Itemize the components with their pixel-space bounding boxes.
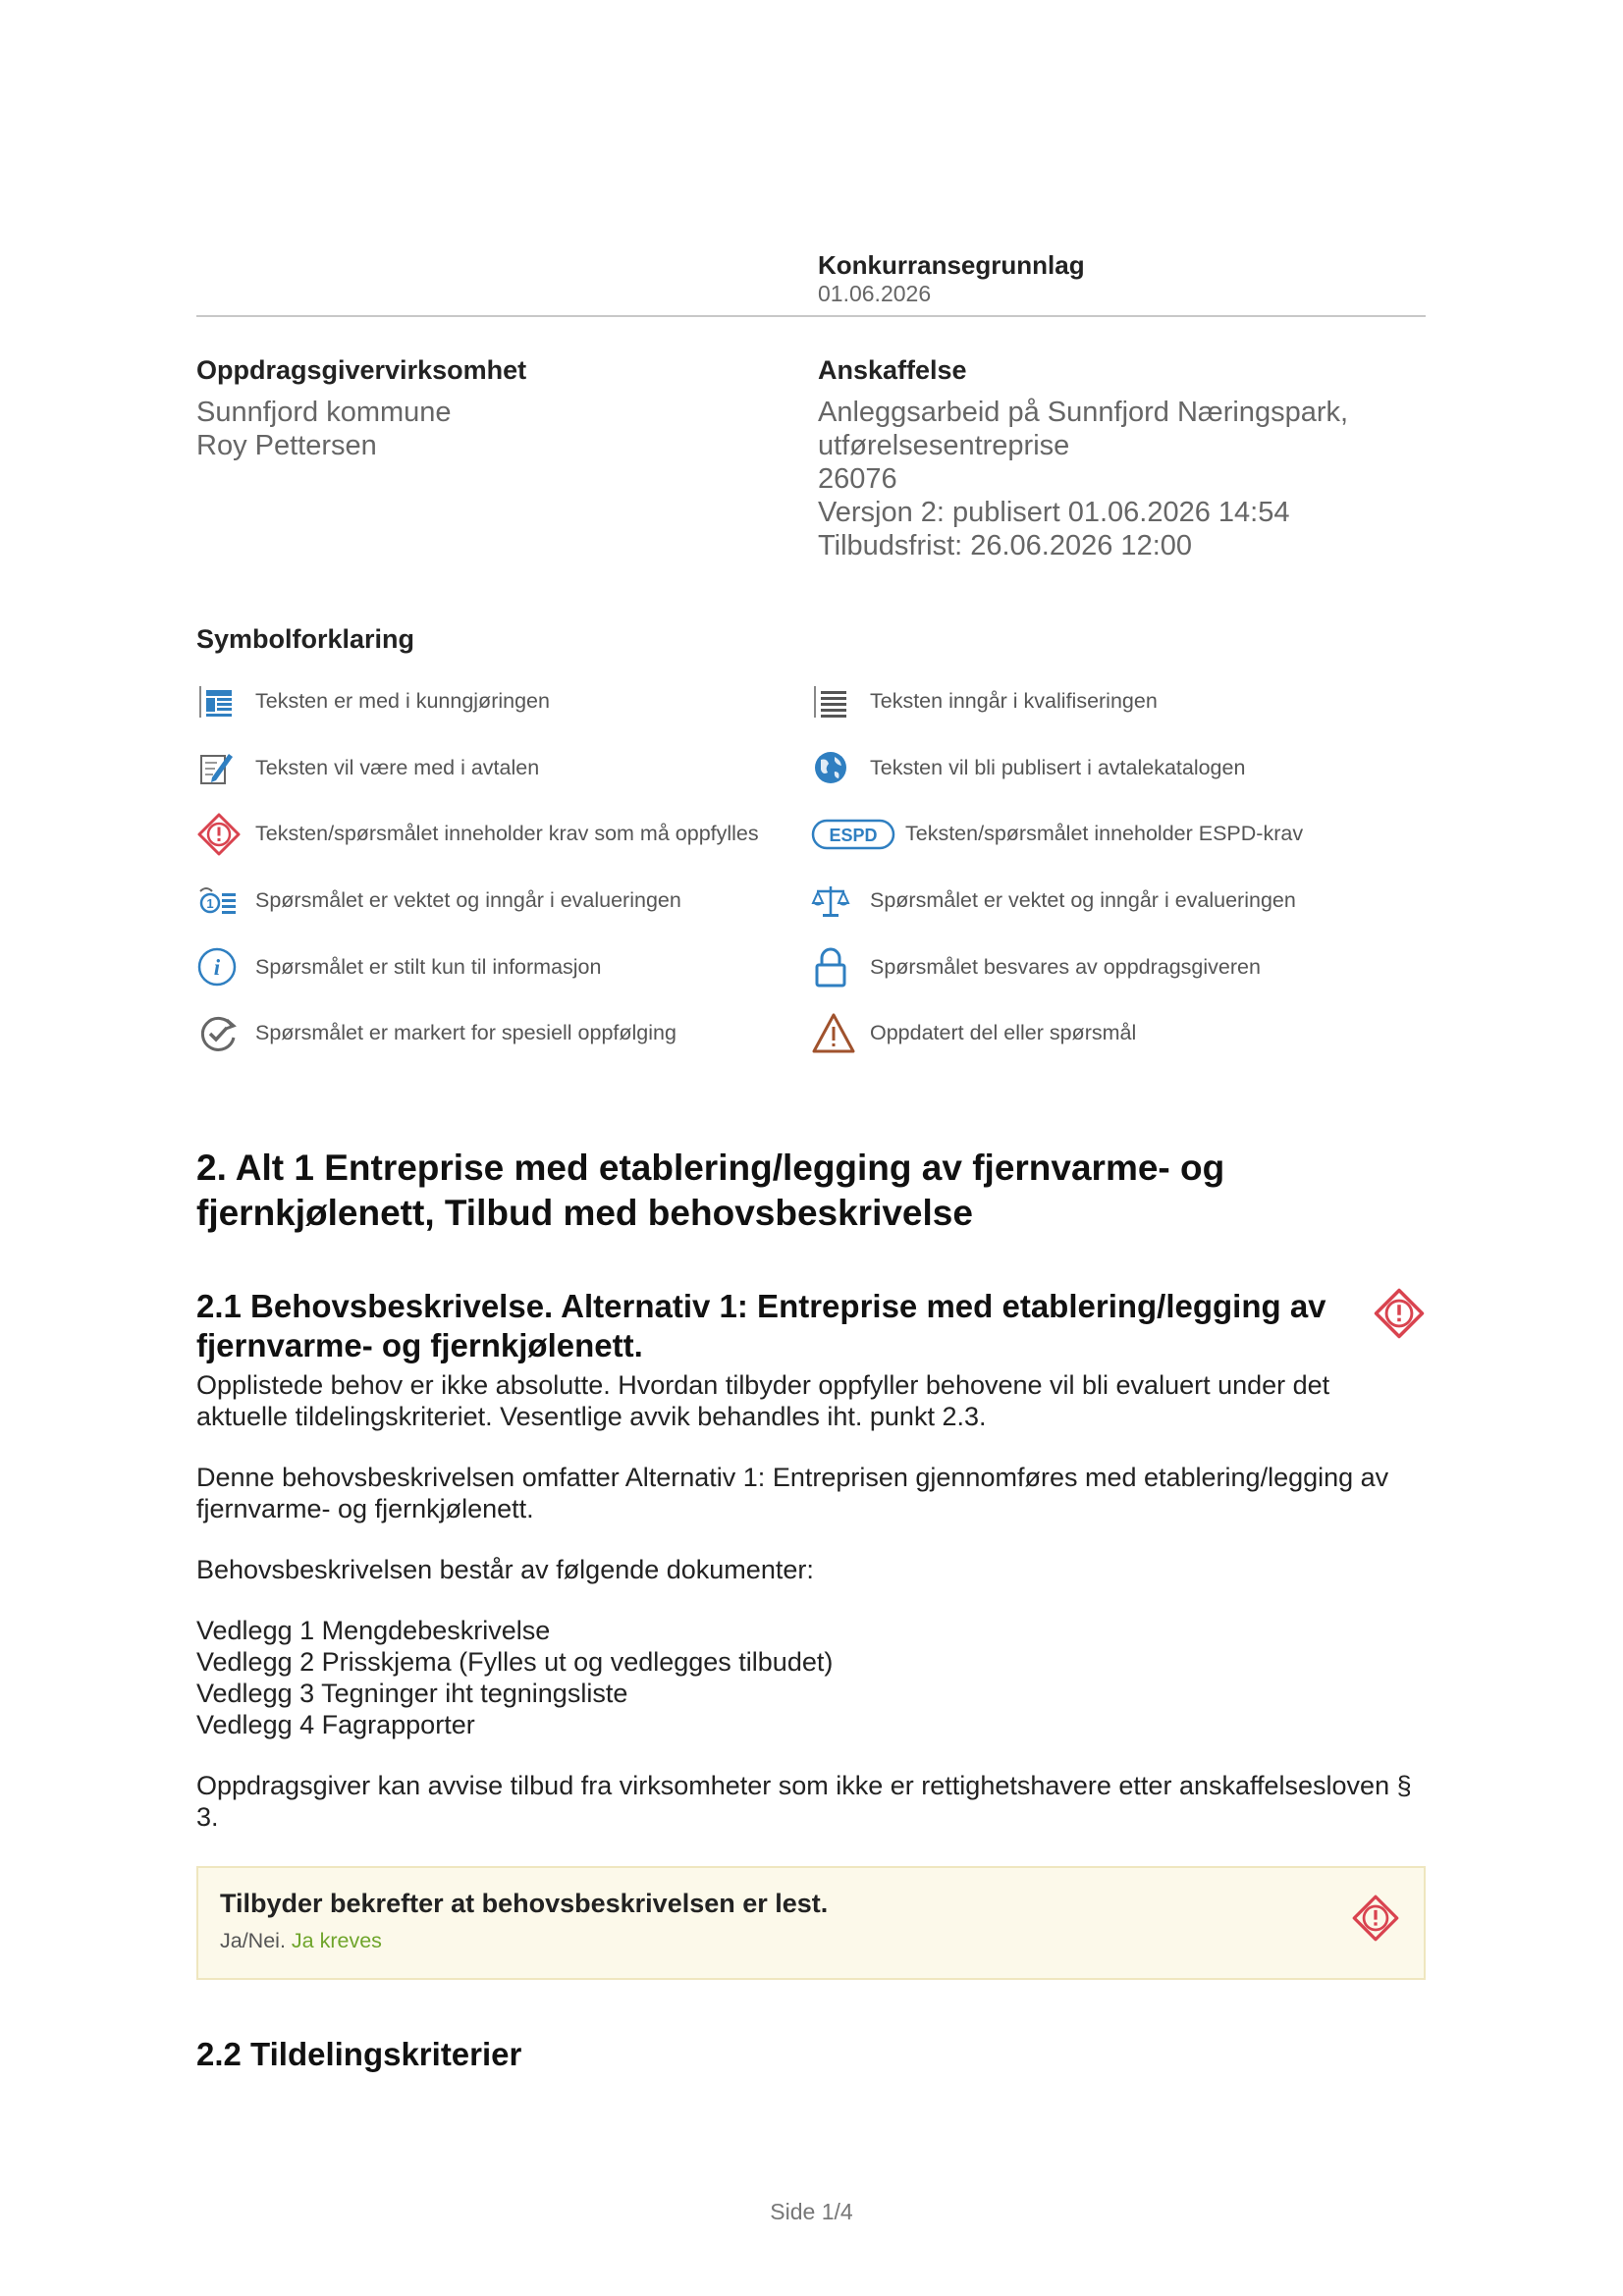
paragraph: Denne behovsbeskrivelsen omfatter Alternativ 1: Entreprisen gjennomføres med etablering/legging av fjernvarme- og fjernkjølenett. (196, 1462, 1389, 1523)
svg-text:1: 1 (206, 895, 214, 911)
legend-text: Oppdatert del eller spørsmål (870, 1021, 1137, 1045)
legend-item (811, 868, 1426, 934)
document-header (818, 250, 1426, 307)
section-title: 2. Alt 1 Entreprise med etablering/legging av fjernvarme- og fjernkjølenett, Tilbud med behovsbeskrivelse (196, 1147, 1225, 1233)
client-block (196, 354, 818, 562)
procurement-heading: Anskaffelse (818, 355, 967, 385)
header-divider (196, 315, 1426, 317)
requirement-warning-icon (1351, 1894, 1400, 1948)
legend-text: Teksten/spørsmålet inneholder ESPD-krav (905, 822, 1304, 846)
legend-item (196, 934, 811, 1000)
legend-item (196, 668, 811, 735)
paragraph: Opplistede behov er ikke absolutte. Hvordan tilbyder oppfyller behovene vil bli evaluert under det aktuelle tildelingskriteriet. Vesentlige avvik behandles iht. punkt 2.3. (196, 1369, 1330, 1431)
legend-text: Spørsmålet besvares av oppdragsgiveren (870, 954, 1261, 979)
client-line: Sunnfjord kommune (196, 397, 452, 428)
subsection-header (196, 1287, 1426, 1365)
answer-type: Ja/Nei. (220, 1928, 286, 1952)
procurement-line: Tilbudsfrist: 26.06.2026 12:00 (818, 530, 1193, 561)
follow-up-icon (196, 1009, 255, 1058)
paragraph: Behovsbeskrivelsen består av følgende dokumenter: (196, 1554, 814, 1584)
page-number: Side 1/4 (770, 2199, 853, 2224)
legend-text: Teksten er med i kunngjøringen (255, 689, 550, 714)
list-item: Vedlegg 3 Tegninger iht tegningsliste (196, 1678, 628, 1708)
procurement-line: 26076 (818, 463, 897, 495)
legend-item (811, 668, 1426, 735)
legend-text: Spørsmålet er vektet og inngår i evalueringen (870, 888, 1296, 913)
globe-icon (811, 743, 870, 792)
lock-icon (811, 942, 870, 991)
paragraph: Oppdragsgiver kan avvise tilbud fra virksomheter som ikke er rettighetshavere etter anskaffelsesloven § 3. (196, 1770, 1412, 1832)
symbol-legend (196, 668, 1426, 1067)
info-icon (196, 942, 255, 991)
requirement-warning-icon (196, 810, 255, 859)
question-box[interactable] (196, 1866, 1426, 1980)
legend-item (811, 801, 1426, 868)
meta-section (196, 354, 1426, 562)
list-item: Vedlegg 4 Fagrapporter (196, 1709, 475, 1739)
qualification-list-icon (811, 677, 870, 726)
list-item: Vedlegg 1 Mengdebeskrivelse (196, 1615, 551, 1645)
requirement-warning-icon (1373, 1287, 1426, 1340)
legend-item (196, 801, 811, 868)
legend-text: Teksten vil være med i avtalen (255, 755, 540, 779)
subsection-title: 2.2 Tildelingskriterier (196, 2035, 522, 2072)
legend-text: Teksten vil bli publisert i avtalekatalogen (870, 755, 1246, 779)
legend-item (196, 735, 811, 802)
question-title: Tilbyder bekrefter at behovsbeskrivelsen er lest. (220, 1888, 829, 1918)
scales-icon (811, 877, 870, 926)
espd-badge-text: ESPD (829, 825, 878, 845)
client-line: Roy Pettersen (196, 430, 377, 461)
legend-item (811, 1000, 1426, 1067)
procurement-line: Versjon 2: publisert 01.06.2026 14:54 (818, 497, 1290, 528)
legend-text: Teksten/spørsmålet inneholder krav som må oppfylles (255, 822, 759, 846)
subsection-title: 2.1 Behovsbeskrivelse. Alternativ 1: Entreprise med etablering/legging av fjernvarme- og fjernkjølenett. (196, 1287, 1326, 1363)
legend-text: Spørsmålet er vektet og inngår i evalueringen (255, 888, 681, 913)
procurement-line: Anleggsarbeid på Sunnfjord Næringspark, (818, 397, 1349, 428)
attachment-list (196, 1615, 1426, 1740)
legend-text: Spørsmålet er markert for spesiell oppfølging (255, 1021, 676, 1045)
legend-item (811, 934, 1426, 1000)
legend-title: Symbolforklaring (196, 624, 415, 654)
document-page (196, 250, 1426, 2074)
legend-item (196, 1000, 811, 1067)
procurement-line: utførelsesentreprise (818, 430, 1070, 461)
contract-pen-icon (196, 743, 255, 792)
announcement-icon (196, 677, 255, 726)
document-type: Konkurransegrunnlag (818, 250, 1085, 280)
document-date: 01.06.2026 (818, 281, 932, 306)
updated-warning-icon (811, 1009, 870, 1058)
legend-item (196, 868, 811, 934)
list-item: Vedlegg 2 Prisskjema (Fylles ut og vedlegges tilbudet) (196, 1646, 834, 1677)
client-heading: Oppdragsgivervirksomhet (196, 355, 527, 385)
legend-text: Spørsmålet er stilt kun til informasjon (255, 954, 602, 979)
svg-text:i: i (213, 955, 221, 981)
legend-text: Teksten inngår i kvalifiseringen (870, 689, 1158, 714)
legend-item (811, 735, 1426, 802)
weighted-list-icon (196, 877, 255, 926)
required-answer: Ja kreves (291, 1928, 382, 1952)
question-answer-type (220, 1929, 1402, 1953)
procurement-block (818, 354, 1426, 562)
espd-badge-icon (811, 810, 905, 859)
